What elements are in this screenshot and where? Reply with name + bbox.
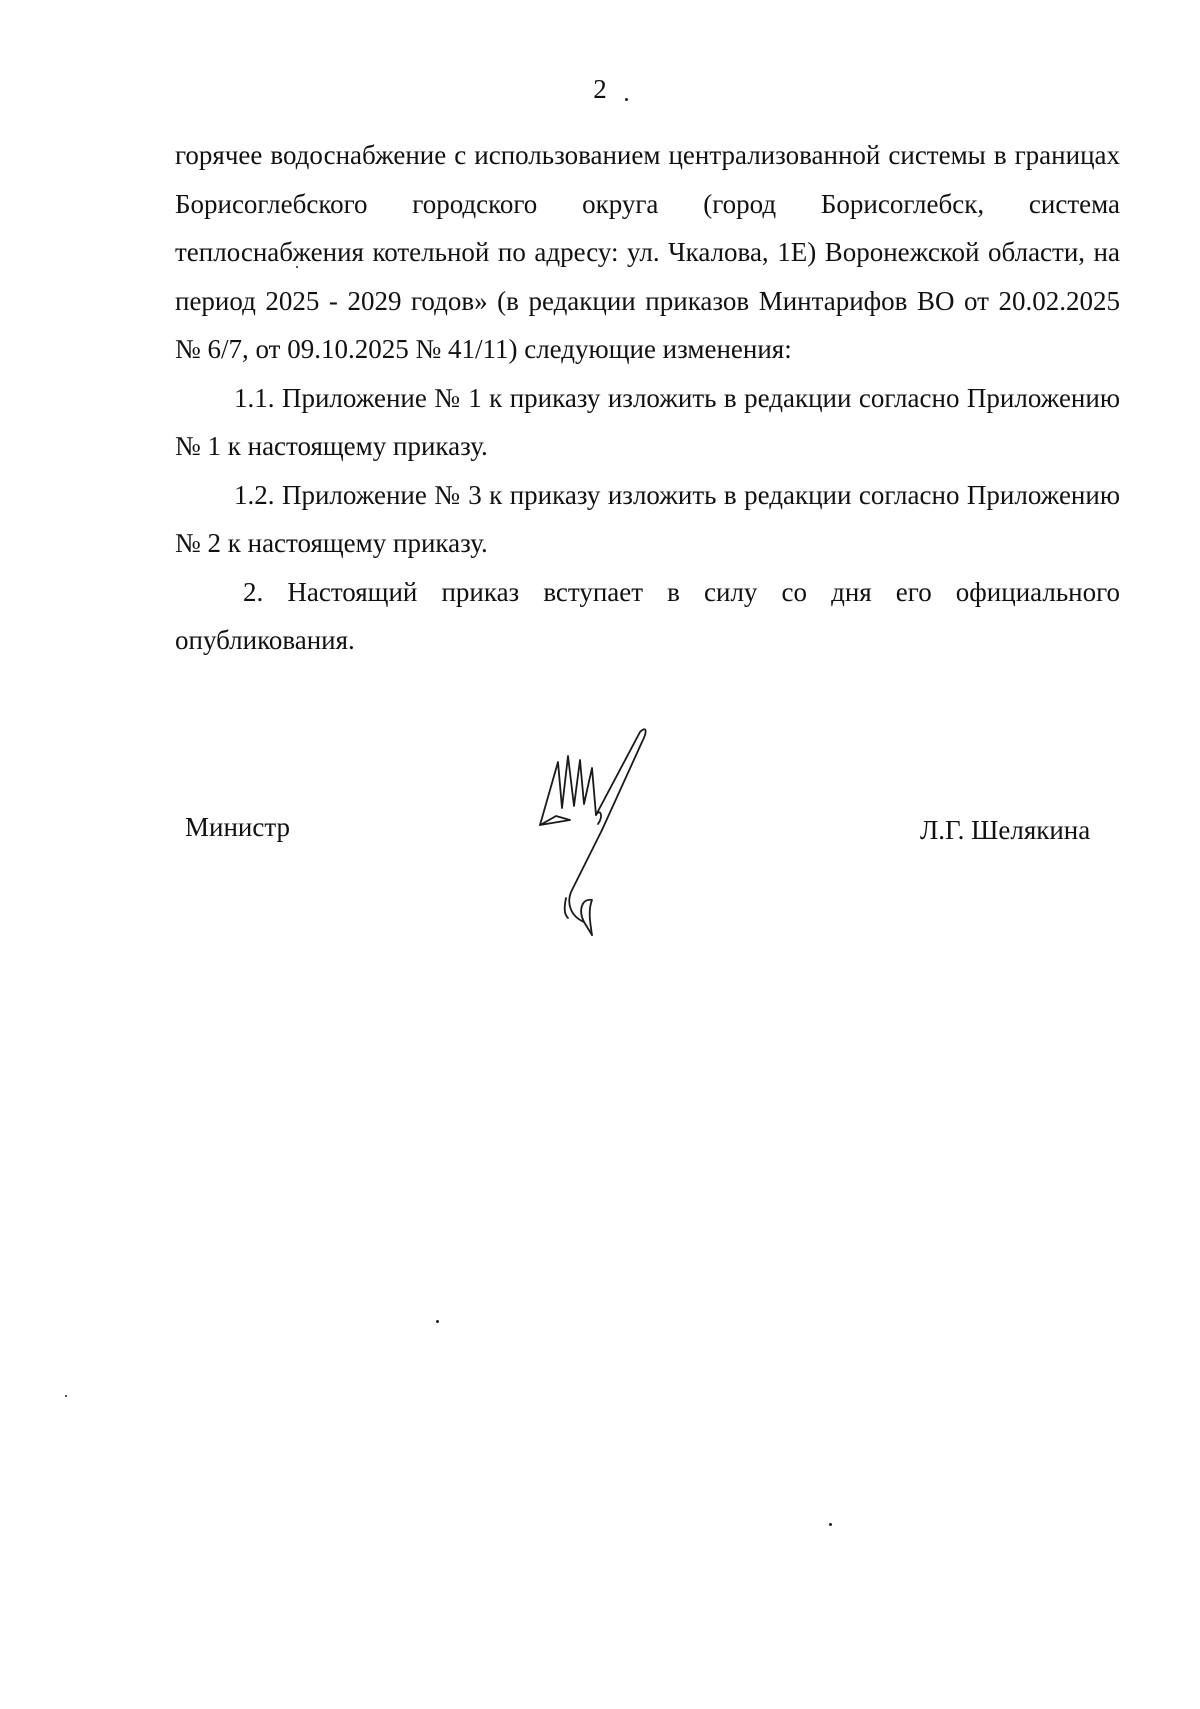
document-body xyxy=(175,131,1120,665)
signatory-title: Министр xyxy=(185,812,290,842)
paragraph-1-2: 1.2. Приложение № 3 к приказу изложить в редакции согласно Приложению № 2 к настоящему приказу. xyxy=(175,479,1120,558)
paragraph-intro: горячее водоснабжение с использованием централизованной системы в границах Борисоглебского городского округа (город Борисоглебск, система теплоснабжения котельной по адресу: ул. Чкалова, 1Е) Воронежской области, на период 2025 - 2029 годов» (в редакции приказов Минтарифов ВО от 20.02.2025 № 6/7, от 09.10.2025 № 41/11) следующие изменения: xyxy=(175,140,1120,364)
signatory-name: Л.Г. Шелякина xyxy=(920,815,1091,845)
scan-speck xyxy=(436,1320,439,1323)
paragraph-2: 2. Настоящий приказ вступает в силу со дня его официального опубликования. xyxy=(175,576,1120,655)
scan-speck xyxy=(829,1523,832,1526)
paragraph-1-1: 1.1. Приложение № 1 к приказу изложить в редакции согласно Приложению № 1 к настоящему приказу. xyxy=(175,382,1120,461)
page-number: 2 xyxy=(593,74,607,104)
scan-speck xyxy=(625,98,628,101)
scan-speck xyxy=(65,1395,67,1397)
handwritten-signature-icon xyxy=(530,720,670,960)
